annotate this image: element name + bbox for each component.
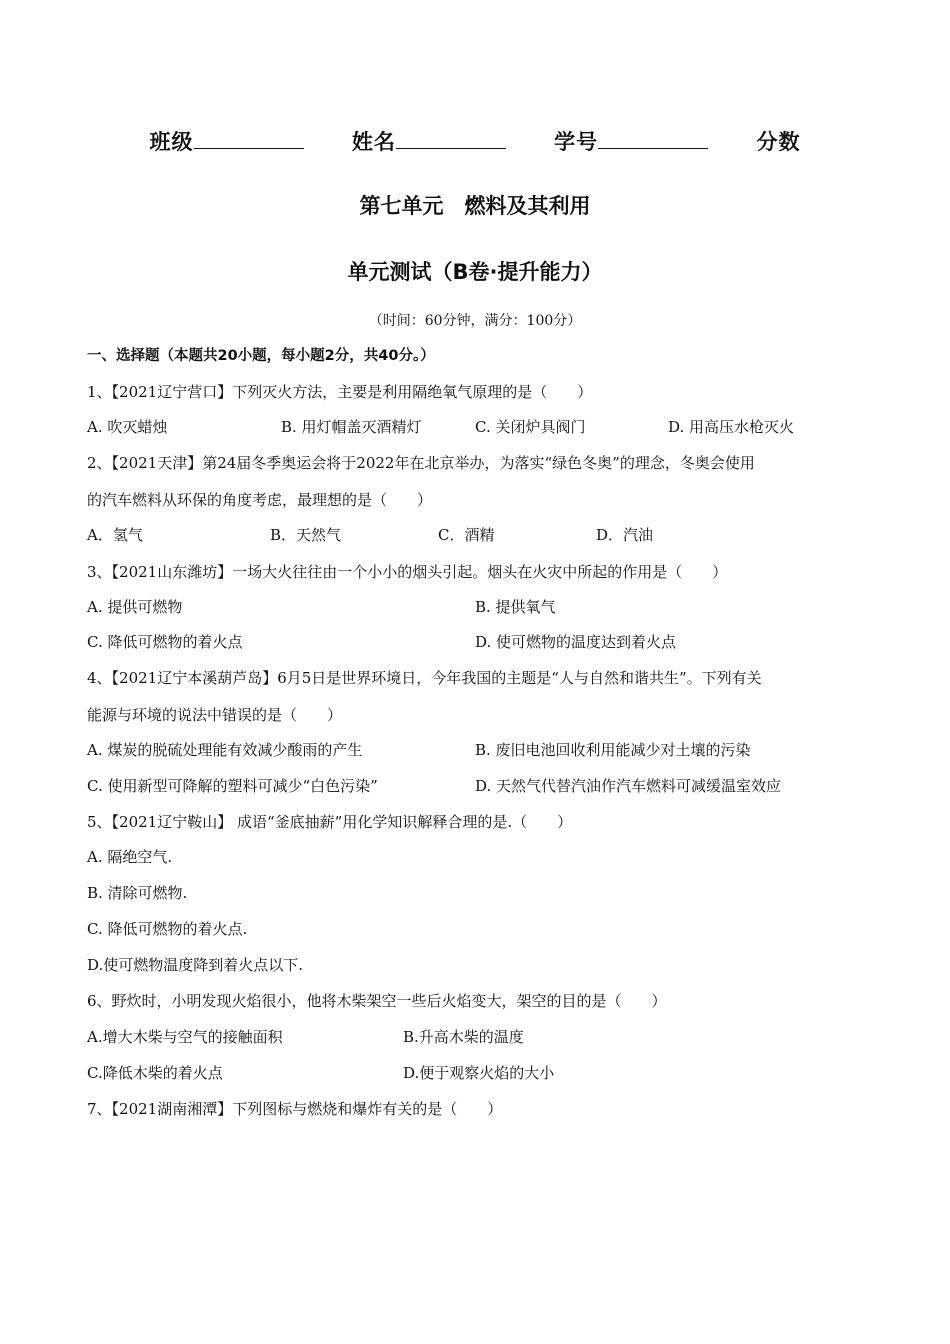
question-2-option-c: C．酒精 [438, 526, 495, 544]
question-6-option-b: B.升高木柴的温度 [403, 1028, 524, 1046]
question-5-option-a: A. 隔绝空气. [87, 848, 173, 866]
question-4-stem-line1: 4、【2021辽宁本溪葫芦岛】6月5日是世界环境日，今年我国的主题是“人与自然和谐共生”。下列有关 [87, 669, 762, 687]
question-4-option-c: C. 使用新型可降解的塑料可减少“白色污染” [87, 777, 378, 795]
test-subtitle: 单元测试（B卷·提升能力） [347, 260, 603, 284]
question-3-option-b: B. 提供氧气 [475, 598, 556, 616]
question-6-stem: 6、野炊时，小明发现火焰很小，他将木柴架空一些后火焰变大，架空的目的是（ ） [87, 992, 667, 1010]
question-5-option-d: D.使可燃物温度降到着火点以下. [87, 956, 304, 974]
unit-title: 第七单元 燃料及其利用 [359, 194, 591, 218]
question-2-option-b: B．天然气 [270, 526, 342, 544]
name-blank [396, 128, 506, 149]
question-3-stem: 3、【2021山东潍坊】一场大火往往由一个小小的烟头引起。烟头在火灾中所起的作用是（ ） [87, 563, 728, 581]
question-1-option-c: C. 关闭炉具阀门 [475, 418, 586, 436]
name-field: 姓名 [352, 126, 506, 156]
question-3-option-c: C. 降低可燃物的着火点 [87, 633, 243, 651]
question-6-option-a: A.增大木柴与空气的接触面积 [87, 1028, 283, 1046]
question-2-stem-line2: 的汽车燃料从环保的角度考虑，最理想的是（ ） [87, 491, 433, 509]
question-4-stem-line2: 能源与环境的说法中错误的是（ ） [87, 706, 343, 724]
class-field: 班级 [150, 126, 304, 156]
question-1-option-b: B. 用灯帽盖灭酒精灯 [281, 418, 422, 436]
question-7-stem: 7、【2021湖南湘潭】下列图标与燃烧和爆炸有关的是（ ） [87, 1100, 503, 1118]
question-4-option-b: B. 废旧电池回收利用能减少对土壤的污染 [475, 741, 751, 759]
time-info: （时间：60分钟，满分：100分） [368, 313, 582, 329]
student-id-field: 学号 [554, 126, 708, 156]
question-1-option-d: D. 用高压水枪灭火 [668, 418, 795, 436]
question-6-option-d: D.便于观察火焰的大小 [403, 1064, 555, 1082]
question-3-option-a: A. 提供可燃物 [87, 598, 183, 616]
score-field: 分数 [756, 130, 801, 154]
question-3-option-d: D. 使可燃物的温度达到着火点 [475, 633, 677, 651]
question-5-stem: 5、【2021辽宁鞍山】 成语“釜底抽薪”用化学知识解释合理的是.（ ） [87, 813, 573, 831]
question-4-option-d: D. 天然气代替汽油作汽车燃料可减缓温室效应 [475, 777, 782, 795]
student-info-header [0, 126, 950, 156]
question-6-option-c: C.降低木柴的着火点 [87, 1064, 223, 1082]
question-5-option-b: B. 清除可燃物. [87, 884, 188, 902]
question-1-stem: 1、【2021辽宁营口】下列灭火方法，主要是利用隔绝氧气原理的是（ ） [87, 383, 593, 401]
question-2-stem-line1: 2、【2021天津】第24届冬季奥运会将于2022年在北京举办，为落实“绿色冬奥”的理念，冬奥会使用 [87, 454, 755, 472]
question-2-option-d: D．汽油 [596, 526, 654, 544]
question-1-option-a: A. 吹灭蜡烛 [87, 418, 168, 436]
class-blank [194, 128, 304, 149]
question-5-option-c: C. 降低可燃物的着火点. [87, 920, 248, 938]
section-heading: 一、选择题（本题共20小题，每小题2分，共40分。） [87, 348, 435, 364]
id-blank [598, 128, 708, 149]
question-2-option-a: A．氢气 [87, 526, 143, 544]
question-4-option-a: A. 煤炭的脱硫处理能有效减少酸雨的产生 [87, 741, 363, 759]
